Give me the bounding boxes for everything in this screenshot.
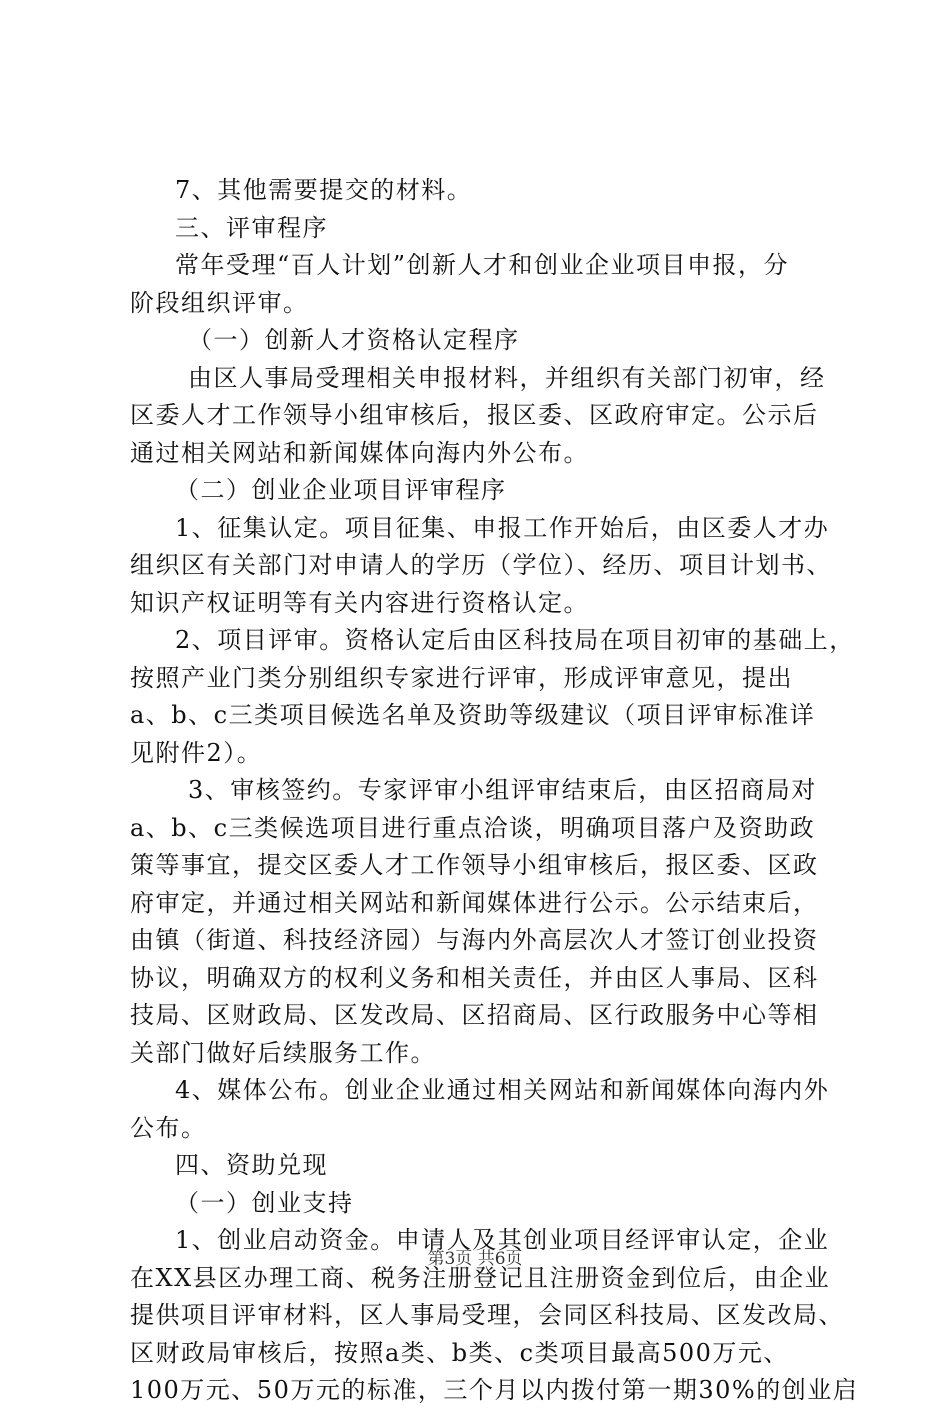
paragraph-line: 组织区有关部门对申请人的学历（学位）、经历、项目计划书、 [130, 551, 832, 579]
paragraph-line: 按照产业门类分别组织专家进行评审，形成评审意见，提出 [130, 663, 793, 692]
section-heading: 四、资助兑现 [175, 1151, 328, 1179]
paragraph-line: 协议，明确双方的权利义务和相关责任，并由区人事局、区科 [130, 963, 819, 992]
paragraph-line: 提供项目评审材料，区人事局受理，会同区科技局、区发改局、 [130, 1301, 844, 1329]
paragraph-line: 阶段组织评审。 [130, 288, 309, 317]
paragraph-line: 公布。 [130, 1113, 207, 1142]
paragraph-line: 2、项目评审。资格认定后由区科技局在项目初审的基础上， [175, 626, 855, 654]
paragraph-line: 通过相关网站和新闻媒体向海内外公布。 [130, 438, 589, 467]
paragraph-line: 1、创业启动资金。申请人及其创业项目经评审认定，企业 [175, 1226, 830, 1254]
paragraph-line: 1、征集认定。项目征集、申报工作开始后，由区委人才办 [175, 513, 830, 542]
paragraph-line: 关部门做好后续服务工作。 [130, 1038, 436, 1067]
paragraph-line: 技局、区财政局、区发改局、区招商局、区行政服务中心等相 [130, 1001, 819, 1029]
paragraph-line: 由区人事局受理相关申报材料，并组织有关部门初审，经 [188, 363, 826, 392]
paragraph-line: 4、媒体公布。创业企业通过相关网站和新闻媒体向海内外 [175, 1076, 830, 1104]
paragraph-line: 在XX县区办理工商、税务注册登记且注册资金到位后，由企业 [130, 1263, 831, 1292]
paragraph-line: 见附件2）。 [130, 738, 263, 767]
paragraph-line: 7、其他需要提交的材料。 [175, 176, 473, 204]
document-body [130, 172, 859, 1410]
page-number-footer: 第3页 共6页 [427, 1249, 523, 1269]
paragraph-line: 100万元、50万元的标准，三个月以内拨付第一期30%的创业启 [130, 1376, 859, 1404]
paragraph-line: 常年受理“百人计划”创新人才和创业企业项目申报，分 [175, 251, 790, 279]
subsection-heading: （二）创业企业项目评审程序 [175, 476, 507, 504]
paragraph-line: a、b、c三类候选项目进行重点洽谈，明确项目落户及资助政 [130, 813, 816, 842]
paragraph-line: 3、审核签约。专家评审小组评审结束后，由区招商局对 [188, 776, 817, 804]
paragraph-line: 区委人才工作领导小组审核后，报区委、区政府审定。公示后 [130, 401, 819, 429]
paragraph-line: 区财政局审核后，按照a类、b类、c类项目最高500万元、 [130, 1338, 789, 1367]
paragraph-line: a、b、c三类项目候选名单及资助等级建议（项目评审标准详 [130, 701, 816, 729]
subsection-heading: （一）创业支持 [175, 1188, 354, 1217]
paragraph-line: 知识产权证明等有关内容进行资格认定。 [130, 588, 589, 617]
paragraph-line: 策等事宜，提交区委人才工作领导小组审核后，报区委、区政 [130, 851, 819, 879]
paragraph-line: 府审定，并通过相关网站和新闻媒体进行公示。公示结束后， [130, 888, 819, 917]
subsection-heading: （一）创新人才资格认定程序 [188, 326, 520, 354]
section-heading: 三、评审程序 [175, 213, 328, 242]
paragraph-line: 由镇（街道、科技经济园）与海内外高层次人才签订创业投资 [130, 926, 819, 954]
